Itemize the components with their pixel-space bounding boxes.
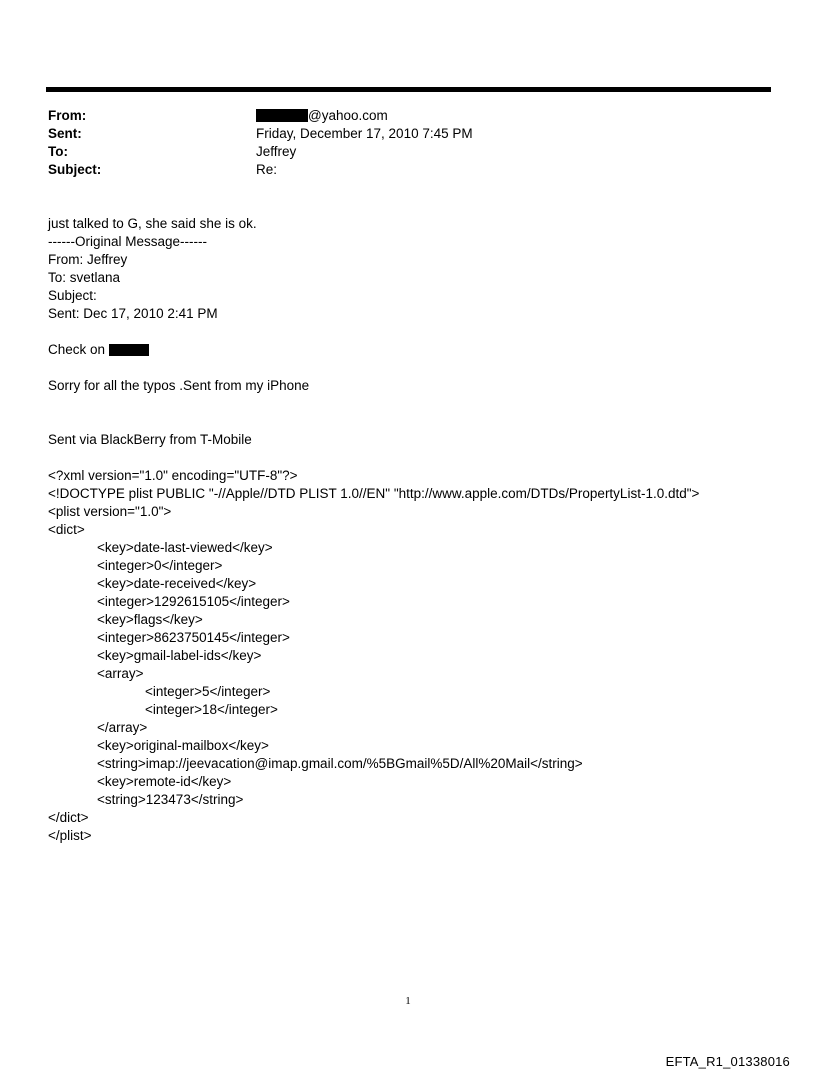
- key-original-mailbox: <key>original-mailbox</key>: [97, 738, 269, 753]
- subject-row: [48, 161, 473, 179]
- email-body: [48, 215, 699, 845]
- key-date-last-viewed: <key>date-last-viewed</key>: [97, 540, 273, 555]
- original-subject: Subject:: [48, 288, 97, 303]
- email-header: [48, 107, 473, 179]
- page-number: 1: [405, 995, 411, 1007]
- array-close: </array>: [97, 720, 148, 735]
- typos-line: Sorry for all the typos .Sent from my iPhone: [48, 378, 310, 393]
- to-row: [48, 143, 473, 161]
- sent-row: [48, 125, 473, 143]
- original-sent: Sent: Dec 17, 2010 2:41 PM: [48, 306, 218, 321]
- original-from: From: Jeffrey: [48, 252, 128, 267]
- subject-value: Re:: [256, 162, 278, 177]
- from-value: [256, 107, 388, 125]
- dict-close: </dict>: [48, 810, 89, 825]
- blackberry-line: Sent via BlackBerry from T-Mobile: [48, 432, 252, 447]
- sent-value: Friday, December 17, 2010 7:45 PM: [256, 126, 473, 141]
- xml-declaration: <?xml version="1.0" encoding="UTF-8"?>: [48, 468, 298, 483]
- integer-flags: <integer>8623750145</integer>: [97, 630, 290, 645]
- original-to: To: svetlana: [48, 270, 121, 285]
- header-rule: [46, 87, 771, 92]
- redaction-bar: [256, 109, 308, 122]
- from-domain: @yahoo.com: [308, 108, 388, 123]
- to-label: To:: [48, 144, 68, 159]
- integer-date-received: <integer>1292615105</integer>: [97, 594, 290, 609]
- dict-open: <dict>: [48, 522, 85, 537]
- original-message-marker: ------Original Message------: [48, 234, 207, 249]
- doctype-line: <!DOCTYPE plist PUBLIC "-//Apple//DTD PLIST 1.0//EN" "http://www.apple.com/DTDs/PropertyList-1.0.dtd">: [48, 486, 700, 501]
- from-label: From:: [48, 108, 87, 123]
- document-id: EFTA_R1_01338016: [665, 1054, 790, 1069]
- integer-label-18: <integer>18</integer>: [145, 702, 278, 717]
- subject-label: Subject:: [48, 162, 102, 177]
- redaction-bar: [109, 344, 149, 356]
- plist-close: </plist>: [48, 828, 92, 843]
- key-flags: <key>flags</key>: [97, 612, 203, 627]
- string-remote-id: <string>123473</string>: [97, 792, 244, 807]
- to-value: Jeffrey: [256, 144, 297, 159]
- plist-open: <plist version="1.0">: [48, 504, 172, 519]
- array-open: <array>: [97, 666, 144, 681]
- key-date-received: <key>date-received</key>: [97, 576, 257, 591]
- check-on-line: [48, 341, 699, 359]
- sent-label: Sent:: [48, 126, 82, 141]
- reply-text: just talked to G, she said she is ok.: [48, 216, 257, 231]
- from-row: [48, 107, 473, 125]
- integer-date-last-viewed: <integer>0</integer>: [97, 558, 223, 573]
- integer-label-5: <integer>5</integer>: [145, 684, 271, 699]
- string-original-mailbox: <string>imap://jeevacation@imap.gmail.com/%5BGmail%5D/All%20Mail</string>: [97, 756, 583, 771]
- key-gmail-label-ids: <key>gmail-label-ids</key>: [97, 648, 262, 663]
- check-on-text: Check on: [48, 342, 106, 357]
- key-remote-id: <key>remote-id</key>: [97, 774, 232, 789]
